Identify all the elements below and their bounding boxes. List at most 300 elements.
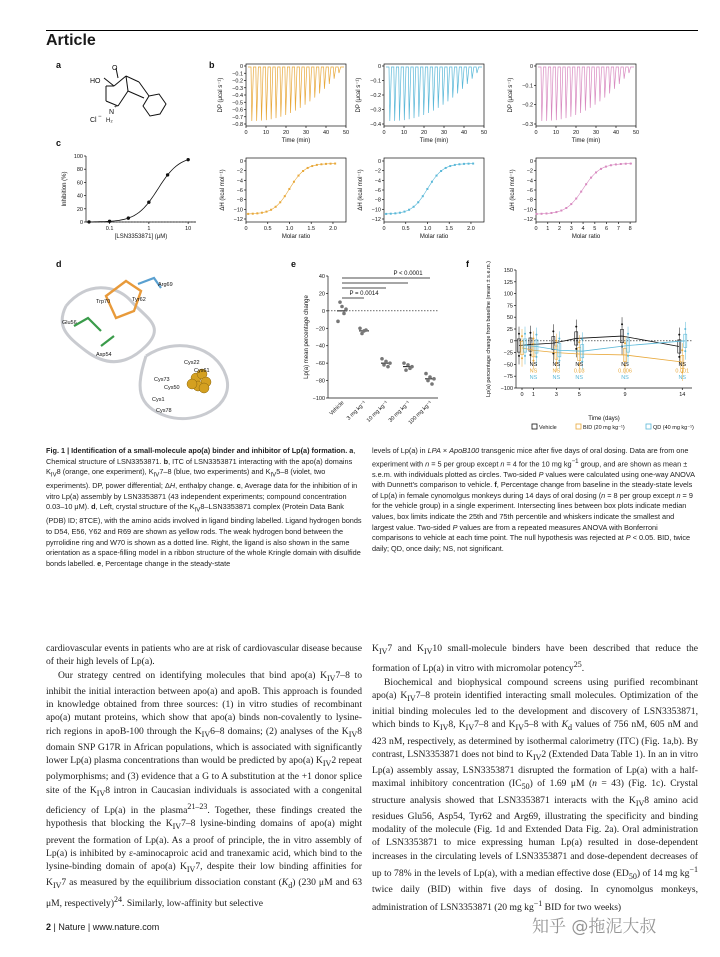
bond bbox=[104, 78, 114, 86]
f-point bbox=[578, 341, 580, 343]
e-data-point bbox=[342, 312, 346, 316]
ytick-label: −0.3 bbox=[232, 85, 243, 92]
xtick-label: 5 bbox=[577, 392, 581, 398]
f-point bbox=[558, 337, 560, 339]
itc-point bbox=[252, 213, 254, 215]
xtick-label: 10 bbox=[185, 226, 192, 232]
xtick-label: 0 bbox=[382, 130, 386, 136]
itc-point bbox=[630, 163, 632, 165]
itc-point bbox=[605, 166, 607, 168]
itc-point bbox=[550, 212, 552, 214]
e-data-point bbox=[424, 372, 428, 376]
ytick-label: 75 bbox=[506, 303, 513, 310]
ytick-label: −8 bbox=[236, 197, 243, 204]
e-data-point bbox=[380, 357, 384, 361]
residue-label: Cys22 bbox=[184, 360, 200, 366]
x-axis-label: Molar ratio bbox=[571, 234, 601, 240]
f-significance-label: 0.006 bbox=[618, 368, 632, 375]
xtick-label: 40 bbox=[460, 130, 468, 136]
ytick-label: −12 bbox=[233, 217, 243, 223]
y-axis-label: ΔH (kcal mol⁻¹) bbox=[510, 169, 516, 211]
ytick-label: −0.1 bbox=[522, 83, 533, 90]
xtick-label: 0 bbox=[382, 226, 386, 232]
space-fill-atom bbox=[199, 383, 209, 393]
ytick-label: 100 bbox=[503, 291, 513, 298]
xtick-label: 0 bbox=[520, 392, 524, 398]
itc-point bbox=[320, 163, 322, 165]
xtick-label: 8 bbox=[628, 226, 632, 232]
bond bbox=[114, 76, 126, 86]
ytick-label: −6 bbox=[236, 188, 243, 194]
bond bbox=[139, 82, 149, 96]
xtick-label: 1 bbox=[147, 226, 151, 232]
f-significance-label: NS bbox=[552, 375, 561, 381]
itc-point bbox=[390, 213, 392, 215]
y-axis-label: DP (μcal s⁻¹) bbox=[218, 77, 224, 113]
f-point bbox=[621, 323, 623, 325]
residue-label: Arg69 bbox=[158, 282, 173, 288]
panel-letter-e: e bbox=[291, 259, 297, 269]
xtick-label: 10 bbox=[262, 130, 270, 136]
ytick-label: 0 bbox=[377, 64, 381, 70]
itc-point bbox=[454, 164, 456, 166]
itc-point bbox=[426, 188, 428, 190]
ytick-label: 0 bbox=[529, 64, 533, 70]
x-axis-label: Molar ratio bbox=[419, 234, 449, 240]
xtick-label: 50 bbox=[342, 130, 350, 136]
e-data-point bbox=[404, 368, 408, 372]
f-point bbox=[681, 349, 683, 351]
f-significance-label: NS bbox=[552, 362, 561, 368]
itc-point bbox=[417, 201, 419, 203]
ytick-label: −10 bbox=[523, 207, 533, 214]
ytick-label: 0 bbox=[239, 64, 243, 70]
xtick-label: 2.0 bbox=[467, 226, 475, 232]
xtick-label: 1.5 bbox=[445, 226, 454, 232]
f-point bbox=[552, 330, 554, 332]
residue-label: Cys61 bbox=[194, 368, 210, 374]
ytick-label: −6 bbox=[526, 188, 533, 194]
ytick-label: −0.1 bbox=[370, 78, 381, 85]
c-data-point bbox=[186, 158, 189, 161]
itc-point bbox=[440, 170, 442, 172]
itc-point bbox=[270, 209, 272, 211]
e-data-point bbox=[402, 361, 406, 365]
atom-o: O bbox=[112, 65, 118, 72]
atom-charge: + bbox=[114, 104, 118, 110]
ytick-label: −0.2 bbox=[232, 78, 243, 85]
residue-label: Asp54 bbox=[96, 352, 112, 358]
itc-point bbox=[413, 206, 415, 208]
legend-swatch bbox=[576, 424, 581, 429]
y-axis-label: DP (μcal s⁻¹) bbox=[508, 77, 514, 113]
ytick-label: −100 bbox=[500, 386, 513, 392]
f-median-line bbox=[522, 348, 682, 362]
e-data-point bbox=[426, 379, 430, 383]
f-significance-label: NS bbox=[529, 362, 538, 368]
e-data-point bbox=[386, 365, 390, 369]
f-point bbox=[627, 355, 629, 357]
f-point bbox=[529, 354, 531, 356]
xtick-label: 1 bbox=[546, 226, 550, 232]
f-point bbox=[555, 340, 557, 342]
ytick-label: −0.1 bbox=[232, 71, 243, 78]
f-point bbox=[678, 334, 680, 336]
f-point bbox=[624, 342, 626, 344]
f-significance-label: 0.03 bbox=[573, 368, 585, 375]
y-axis-label: ΔH (kcal mol⁻¹) bbox=[220, 169, 226, 211]
legend-label: Vehicle bbox=[539, 425, 557, 431]
e-data-point bbox=[338, 300, 342, 304]
itc-point bbox=[288, 188, 290, 190]
x-axis-label: Time (days) bbox=[588, 416, 620, 422]
itc-point bbox=[590, 177, 592, 179]
e-category-label: 10 mg kg⁻¹ bbox=[365, 400, 390, 424]
xtick-label: 3 bbox=[569, 226, 573, 232]
xtick-label: 6 bbox=[605, 226, 609, 232]
itc-point bbox=[468, 163, 470, 165]
footer-separator: | bbox=[53, 922, 56, 932]
itc-point bbox=[399, 212, 401, 214]
c-fit-curve bbox=[90, 160, 188, 222]
itc-point bbox=[256, 212, 258, 214]
ytick-label: −0.3 bbox=[522, 122, 533, 128]
xtick-label: 0 bbox=[534, 130, 538, 136]
ytick-label: −60 bbox=[315, 361, 325, 368]
itc-point bbox=[316, 164, 318, 166]
xtick-label: 30 bbox=[592, 130, 600, 136]
itc-point bbox=[575, 198, 577, 200]
xtick-label: 9 bbox=[623, 392, 627, 398]
itc-trace bbox=[386, 67, 482, 121]
xtick-label: 40 bbox=[322, 130, 330, 136]
atom-ho: HO bbox=[90, 78, 101, 85]
f-point bbox=[575, 326, 577, 328]
xtick-label: 14 bbox=[679, 392, 686, 398]
xtick-label: 50 bbox=[480, 130, 488, 136]
figure-1 bbox=[46, 56, 698, 440]
ytick-label: 20 bbox=[76, 206, 83, 213]
f-point bbox=[521, 357, 523, 359]
xtick-label: 20 bbox=[572, 130, 580, 136]
itc-point bbox=[585, 183, 587, 185]
e-data-point bbox=[382, 363, 386, 367]
f-significance-label: NS bbox=[678, 375, 687, 381]
itc-point bbox=[472, 163, 474, 165]
xtick-label: 1.5 bbox=[307, 226, 316, 232]
bond bbox=[118, 91, 128, 106]
x-axis-label: Time (min) bbox=[281, 138, 311, 144]
caption-left: Fig. 1 | Identification of a small-molecule apo(a) binder and inhibitor of Lp(a) formation. a, Chemical structure of LSN3353871. b, ITC of LSN3353871 interacting with the apo(a) domains $K_{IV}8$ (orange, one experiment), $K_{IV}7-8$ (blue, two experiments) and $K_{IV}5-8$ (violet, two experiments). DP, power differential; ΔH, enthalpy change. c, Average data for the inhibition of in vitro Lp(a) assembly by LSN3353871 (43 independent experiments; compound concentration 0.03–10 μM). d, Left, crystal structure of the $K_{IV}8-LSN3353871$ complex (Protein Data Bank (PDB) ID; 8TCE), with the amino acids involved in ligand binding labelled. Ligand hydrogen bonds to D54, E56, Y62 and R69 are shown as yellow rods. The weak hydrogen bond between the pyrrolidine ring and W70 is shown as a dotted line. Right, the ligand is also shown in the same orientation as a space-filling model in a ribbon structure of the whole Kringle domain with disulfide bonds labelled. e, Percentage change in the steady-state bbox=[46, 446, 362, 568]
bond bbox=[126, 76, 139, 82]
xtick-label: 5 bbox=[593, 226, 597, 232]
atom-h2: H₂ bbox=[106, 118, 113, 124]
itc-point bbox=[560, 210, 562, 212]
bond bbox=[128, 91, 144, 98]
xtick-label: 0.5 bbox=[263, 226, 272, 232]
ytick-label: −0.3 bbox=[370, 107, 381, 114]
itc-point bbox=[394, 212, 396, 214]
xtick-label: 1.0 bbox=[423, 226, 432, 232]
xtick-label: 30 bbox=[440, 130, 448, 136]
ytick-label: −2 bbox=[374, 168, 381, 175]
x-axis-label: Time (min) bbox=[419, 138, 449, 144]
itc-point bbox=[307, 167, 309, 169]
panel-letter-d: d bbox=[56, 259, 62, 269]
itc-point bbox=[600, 168, 602, 170]
itc-point bbox=[279, 201, 281, 203]
xtick-label: 0.5 bbox=[401, 226, 410, 232]
f-point bbox=[518, 333, 520, 335]
phenyl-ring bbox=[143, 94, 166, 116]
residue-label: Cys1 bbox=[152, 397, 165, 403]
f-point bbox=[684, 350, 686, 352]
ytick-label: −0.7 bbox=[232, 114, 243, 121]
ytick-label: 0 bbox=[79, 220, 83, 226]
ytick-label: −2 bbox=[236, 168, 243, 175]
f-point bbox=[521, 335, 523, 337]
f-point bbox=[575, 348, 577, 350]
e-data-point bbox=[406, 363, 410, 367]
ytick-label: −2 bbox=[526, 168, 533, 175]
f-point bbox=[529, 332, 531, 334]
header-rule bbox=[46, 30, 698, 31]
residue-label: Tyr62 bbox=[132, 297, 146, 303]
paragraph: Biochemical and biophysical compound screens using purified recombinant apo(a) $K_{IV}7-8$ protein identified interacting small molecules. Optimization of the initial binding molecules led to the development and discovery of LSN3353871, which binds to $K_{IV}8$, $K_{IV}7-8$ and $K_{IV}5-8$ with $K_d$ values of 756 nM, 605 nM and 423 nM, respectively, as determined by isothermal calorimetry (ITC) (Fig. 1a,b). By contrast, LSN3353871 does not bind to $K_{IV}2$ (Extended Data Table 1). In an in vitro Lp(a) assembly assay, LSN3353871 disrupted the formation of Lp(a) with a half-maximal inhibitory concentration $(IC_{50})$ of 1.69 μM (n = 43) (Fig. 1c). Crystal structure analysis showed that LSN3353871 interacts with the $K_{IV}8$ amino acid residues Glu56, Asp54, Tyr62 and Arg69, illustrating the specificity and binding modality of the molecule (Fig. 1d and Extended Data Fig. 2a). Oral administration of LSN3353871 to mice expressing human Lp(a) resulted in dose-dependent increases in the circulating levels of LSN3353871 and dose-dependent decreases of up to 78% in the levels of Lp(a), with a median effective dose $(ED_{50})$ of 14 mg $kg^{-1}$ twice daily (BID) within five days of dosing. In cynomolgus monkeys, administration of LSN3353871 (20 mg $kg^{-1}$ BID for two weeks) bbox=[372, 676, 698, 913]
ytick-label: −12 bbox=[371, 217, 381, 223]
paragraph: Our strategy centred on identifying molecules that bind apo(a) $K_{IV}7-8$ to inhibit the initial interaction between apo(a) and apoB. This approach is founded in knowledge obtained from three sources: (1) in vitro studies of recombinant apo(a) mutant proteins, which show that apo(a) binds non-covalently to lysine-rich regions in apoB-100 through the $K_{IV}6-8$ domains; (2) analyses of the $K_{IV}8$ domain SNP G17R in African populations, which is associated with significantly lower Lp(a) plasma concentrations than would be predicted by apo(a) $K_{IV}2$ repeat polymorphisms; and (3) evidence that a G to A substitution at the +1 donor splice site of the $K_{IV}8$ intron in Caucasian individuals is associated with a congenital deficiency of Lp(a) in the plasma$^{21-23}$. Together, these findings created the hypothesis that blocking the $K_{IV}7-8$ lysine-binding domains of apo(a) might prevent the formation of Lp(a). As a proof of principle, the in vitro assembly of Lp(a) is inhibited by ε-aminocaproic acid and tranexamic acid, which bind to the lysine-binding domain of apo(a) $K_{IV}7$, despite their low binding affinities for $K_{IV}7$ as measured by the equilibrium dissociation constant $(K_d)$ (230 μM and 63 μM, respectively)$^{24}$. Similarly, low-affinity but selective bbox=[46, 669, 362, 909]
itc-point bbox=[334, 163, 336, 165]
ytick-label: −50 bbox=[503, 362, 513, 369]
ytick-label: −0.8 bbox=[232, 122, 243, 128]
ytick-label: 20 bbox=[318, 291, 325, 298]
itc-point bbox=[247, 213, 249, 215]
ytick-label: −40 bbox=[315, 343, 325, 350]
residue-glu56 bbox=[74, 318, 101, 331]
ytick-label: 50 bbox=[506, 315, 513, 322]
f-significance-label: NS bbox=[529, 368, 538, 375]
f-point bbox=[532, 337, 534, 339]
f-point bbox=[684, 328, 686, 330]
itc-point bbox=[615, 163, 617, 165]
itc-point bbox=[265, 211, 267, 213]
f-significance-label: NS bbox=[621, 362, 629, 368]
xtick-label: 20 bbox=[420, 130, 428, 136]
itc-point bbox=[545, 212, 547, 214]
itc-point bbox=[580, 191, 582, 193]
xtick-label: 4 bbox=[581, 226, 585, 232]
itc-point bbox=[403, 211, 405, 213]
itc-point bbox=[565, 207, 567, 209]
y-axis-label: Lp(a) percentage change from baseline (mean ± s.e.m.) bbox=[486, 260, 492, 398]
journal-url: www.nature.com bbox=[92, 922, 160, 932]
itc-point bbox=[595, 171, 597, 173]
itc-point bbox=[302, 170, 304, 172]
xtick-label: 0 bbox=[244, 130, 248, 136]
itc-point bbox=[620, 163, 622, 165]
itc-point bbox=[541, 213, 543, 215]
e-data-point bbox=[336, 320, 340, 324]
xtick-label: 2 bbox=[557, 226, 562, 232]
f-point bbox=[581, 338, 583, 340]
ytick-label: −0.4 bbox=[370, 122, 381, 128]
f-significance-label: NS bbox=[621, 375, 629, 381]
panel-letter-b: b bbox=[209, 60, 215, 70]
residue-label: Cys78 bbox=[156, 408, 172, 414]
itc-point bbox=[385, 213, 387, 215]
e-data-point bbox=[344, 307, 348, 311]
ytick-label: −0.2 bbox=[370, 93, 381, 99]
page-footer bbox=[46, 922, 159, 932]
ytick-label: −100 bbox=[312, 396, 325, 402]
e-category-label: Vehicle bbox=[328, 400, 346, 417]
y-axis-label: DP (μcal s⁻¹) bbox=[356, 77, 362, 113]
f-median-line bbox=[525, 341, 685, 351]
itc-point bbox=[536, 213, 538, 215]
xtick-label: 7 bbox=[616, 226, 620, 232]
section-label: Article bbox=[46, 32, 96, 49]
e-category-label: 30 mg kg⁻¹ bbox=[387, 400, 412, 424]
xtick-label: 0.1 bbox=[105, 226, 114, 232]
itc-point bbox=[284, 195, 286, 197]
ytick-label: −8 bbox=[526, 197, 533, 204]
f-significance-label: NS bbox=[529, 375, 538, 381]
paragraph: $K_{IV}7$ and $K_{IV}10$ small-molecule binders have been described that reduce the formation of Lp(a) in vitro with micromolar potency$^{25}$. bbox=[372, 643, 698, 675]
atom-cl: Cl bbox=[90, 117, 97, 124]
f-significance-label: NS bbox=[678, 362, 687, 368]
residue-asp54 bbox=[101, 336, 114, 346]
legend-label: QD (40 mg kg⁻¹) bbox=[653, 425, 694, 431]
f-significance-label: NS bbox=[575, 362, 584, 368]
ytick-label: 80 bbox=[76, 167, 83, 174]
e-data-point bbox=[364, 328, 368, 332]
y-axis-label: Inhibition (%) bbox=[62, 171, 68, 207]
f-significance-label: NS bbox=[552, 368, 561, 375]
y-axis-label: Lp(a) mean percentage change bbox=[304, 295, 310, 379]
p-value-2: P = 0.0014 bbox=[349, 291, 379, 297]
x-axis-label: [LSN3353871] (μM) bbox=[114, 234, 168, 240]
itc-fit-line bbox=[536, 164, 632, 214]
caption-right: levels of Lp(a) in LPA × ApoB100 transgenic mice after five days of oral dosing. Data are from one experiment with n = 5 per group except n = 4 for the 10 mg $kg^{-1}$ group, and are shown as mean ± s.e.m. with individuals plotted as circles. Two-sided P values were calculated using one-way ANOVA with Dunnett’s comparison to vehicle. f, Percentage change from baseline in the steady-state levels of Lp(a) in female cynomolgus monkeys during 14 days of oral dosing (n = 8 per group except n = 9 for the vehicle group) in a single experiment. Intersecting lines between box plots indicate median values, box limits indicate the 25th and 75th percentile and whiskers indicate the smallest and largest value. Two-sided P values are from a repeated measures ANOVA with Bonferroni comparisons to vehicle at each time point. The null hypothesis was rejected at P < 0.05. BID, twice daily; QD, once daily; NS, not significant. bbox=[372, 446, 695, 553]
x-axis-label: Time (min) bbox=[571, 138, 601, 144]
ytick-label: 40 bbox=[318, 274, 325, 280]
itc-point bbox=[449, 165, 451, 167]
e-data-point bbox=[358, 326, 362, 330]
f-point bbox=[627, 333, 629, 335]
e-data-point bbox=[410, 365, 414, 369]
ytick-label: 0 bbox=[321, 308, 325, 315]
ytick-label: −75 bbox=[503, 374, 513, 381]
panel-letter-a: a bbox=[56, 60, 62, 70]
ytick-label: −4 bbox=[526, 178, 533, 185]
itc-point bbox=[275, 206, 277, 208]
ytick-label: 150 bbox=[503, 268, 513, 274]
paragraph: cardiovascular events in patients who are at risk of cardiovascular disease because of their high levels of Lp(a). bbox=[46, 643, 362, 668]
ytick-label: −10 bbox=[233, 207, 243, 214]
c-data-point bbox=[147, 201, 150, 204]
residue-label: Cys50 bbox=[164, 385, 180, 391]
ytick-label: 100 bbox=[73, 154, 83, 160]
ytick-label: 60 bbox=[76, 180, 83, 187]
xtick-label: 40 bbox=[612, 130, 620, 136]
xtick-label: 10 bbox=[400, 130, 408, 136]
itc-point bbox=[555, 211, 557, 213]
f-point bbox=[552, 353, 554, 355]
legend-swatch bbox=[646, 424, 651, 429]
itc-point bbox=[458, 163, 460, 165]
ytick-label: −0.5 bbox=[232, 100, 243, 107]
atom-minus: − bbox=[98, 114, 102, 120]
page-number: 2 bbox=[46, 922, 52, 932]
itc-point bbox=[330, 163, 332, 165]
legend-label: BID (20 mg kg⁻¹) bbox=[583, 425, 625, 431]
f-median-line bbox=[519, 336, 679, 346]
f-significance-label: 0.001 bbox=[675, 368, 690, 375]
itc-point bbox=[445, 167, 447, 169]
xtick-label: 30 bbox=[302, 130, 310, 136]
f-significance-label: NS bbox=[575, 375, 584, 381]
ytick-label: −80 bbox=[315, 378, 325, 385]
ytick-label: −0.6 bbox=[232, 107, 243, 114]
body-column-left bbox=[46, 642, 362, 910]
ytick-label: −0.2 bbox=[522, 102, 533, 109]
ytick-label: −12 bbox=[523, 217, 533, 223]
p-value-1: P < 0.0001 bbox=[393, 271, 423, 277]
e-data-point bbox=[384, 360, 388, 364]
c-data-point bbox=[87, 220, 90, 223]
panel-letter-f: f bbox=[466, 259, 469, 269]
xtick-label: 10 bbox=[552, 130, 560, 136]
watermark: 知乎 @拖泥大叔 bbox=[532, 917, 657, 937]
ytick-label: 0 bbox=[509, 338, 513, 345]
y-axis-label: ΔH (kcal mol⁻¹) bbox=[358, 169, 364, 211]
footer-separator: | bbox=[87, 922, 91, 932]
xtick-label: 50 bbox=[632, 130, 640, 136]
xtick-label: 20 bbox=[282, 130, 290, 136]
itc-point bbox=[431, 181, 433, 183]
itc-point bbox=[422, 195, 424, 197]
itc-point bbox=[610, 164, 612, 166]
e-data-point bbox=[432, 377, 436, 381]
e-data-point bbox=[430, 382, 434, 386]
bond bbox=[126, 76, 128, 91]
panel-letter-c: c bbox=[56, 138, 62, 148]
residue-label: Cys73 bbox=[154, 377, 170, 383]
ytick-label: 25 bbox=[506, 327, 513, 333]
residue-label: Trp70 bbox=[96, 299, 111, 305]
ytick-label: −0.4 bbox=[232, 93, 243, 99]
xtick-label: 1.0 bbox=[285, 226, 294, 232]
itc-point bbox=[463, 163, 465, 165]
itc-point bbox=[325, 163, 327, 165]
ytick-label: −4 bbox=[374, 178, 381, 185]
itc-point bbox=[436, 175, 438, 177]
f-point bbox=[678, 356, 680, 358]
itc-point bbox=[298, 175, 300, 177]
ytick-label: −25 bbox=[503, 350, 513, 357]
f-point bbox=[524, 355, 526, 357]
xtick-label: 2.0 bbox=[329, 226, 337, 232]
f-point bbox=[524, 333, 526, 335]
ytick-label: 40 bbox=[76, 193, 83, 200]
journal-name: Nature bbox=[58, 922, 86, 932]
ytick-label: −6 bbox=[374, 188, 381, 194]
xtick-label: 0 bbox=[244, 226, 248, 232]
e-category-label: 100 mg kg⁻¹ bbox=[407, 400, 434, 426]
itc-point bbox=[408, 209, 410, 211]
ytick-label: 0 bbox=[377, 159, 381, 165]
x-axis-label: Molar ratio bbox=[281, 234, 311, 240]
